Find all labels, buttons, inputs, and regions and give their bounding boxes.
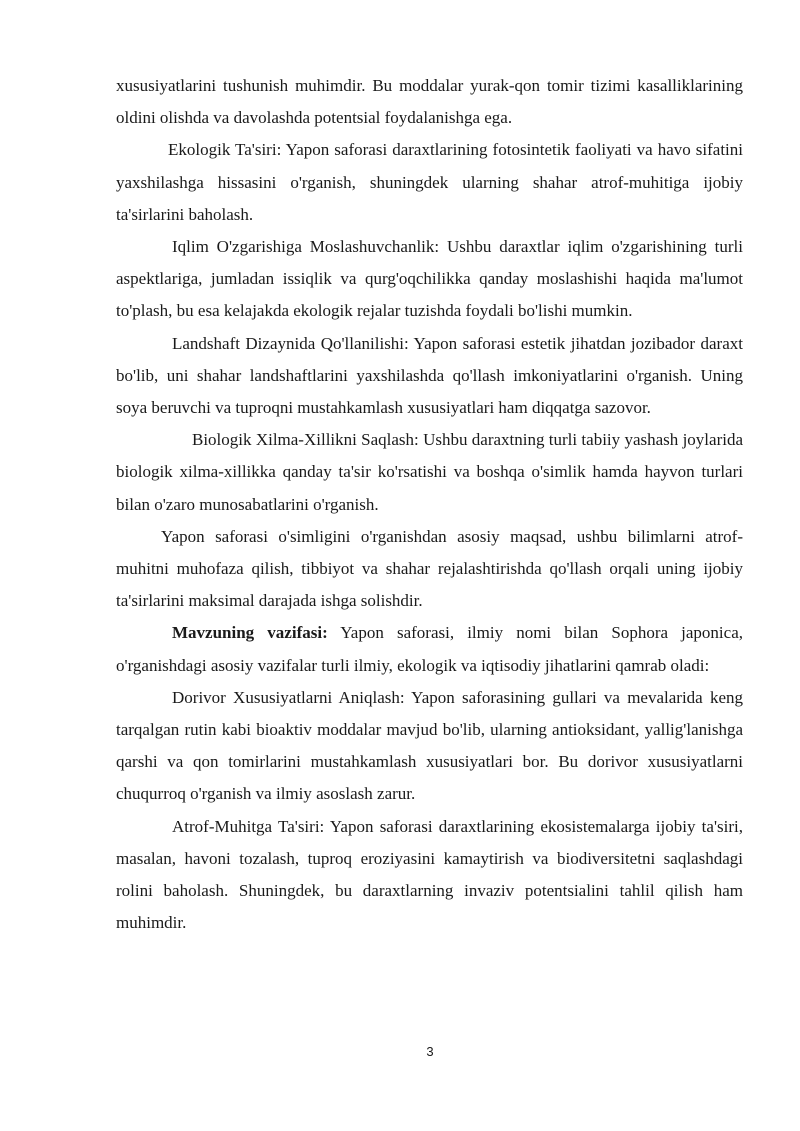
- paragraph-text: Atrof-Muhitga Ta'siri: Yapon saforasi daraxtlarining ekosistemalarga ijobiy ta'siri, masalan, havoni tozalash, tuproq eroziyasini kamaytirish va biodiversitetni saqlashdagi rolini baholash. Shuningdek, bu daraxtlarning invaziv potentsialini tahlil qilish ham muhimdir.: [116, 816, 743, 933]
- paragraph-continuation: [116, 70, 743, 134]
- paragraph-text: Ekologik Ta'siri: Yapon saforasi daraxtlarining fotosintetik faoliyati va havo sifatini yaxshilashga hissasini o'rganish, shuningdek ularning shahar atrof-muhitiga ijobiy ta'sirlarini baholash.: [116, 140, 743, 224]
- paragraph-biodiversity: [116, 424, 743, 521]
- paragraph-text: Landshaft Dizaynida Qo'llanilishi: Yapon saforasi estetik jihatdan jozibador daraxt bo'lib, uni shahar landshaftlarini yaxshilashda qo'llash imkoniyatlarini o'rganish. Uning soya beruvchi va tuproqni mustahkamlash xususiyatlari ham diqqatga sazovor.: [116, 333, 743, 418]
- paragraph-main-goal: [116, 521, 743, 618]
- paragraph-tasks-intro: [116, 617, 743, 681]
- paragraph-text: Yapon saforasi, ilmiy nomi bilan Sophora japonica, o'rganishdagi asosiy vazifalar turli ilmiy, ekologik va iqtisodiy jihatlarini qamrab oladi:: [116, 623, 743, 675]
- paragraph-text: Iqlim O'zgarishiga Moslashuvchanlik: Ushbu daraxtlar iqlim o'zgarishining turli aspektlariga, jumladan issiqlik va qurg'oqchilikka qanday moslashishi haqida ma'lumot to'plash, bu esa kelajakda ekologik rejalar tuzishda foydali bo'lishi mumkin.: [116, 237, 743, 321]
- paragraph-text: Yapon saforasi o'simligini o'rganishdan asosiy maqsad, ushbu bilimlarni atrof-muhitni muhofaza qilish, tibbiyot va shahar rejalashtirishda qo'llash orqali uning ijobiy ta'sirlarini maksimal darajada ishga solishdir.: [116, 526, 743, 611]
- paragraph-text: xususiyatlarini tushunish muhimdir. Bu moddalar yurak-qon tomir tizimi kasalliklarining oldini olishda va davolashda potentsial foydalanishga ega.: [116, 76, 743, 128]
- paragraph-text: Dorivor Xususiyatlarni Aniqlash: Yapon saforasining gullari va mevalarida keng tarqalgan rutin kabi bioaktiv moddalar mavjud bo'lib, ularning antioksidant, yallig'lanishga qarshi va qon tomirlarini mustahkamlash xususiyatlari bor. Bu dorivor xususiyatlarni chuqurroq o'rganish va ilmiy asoslash zarur.: [116, 687, 743, 804]
- paragraph-medicinal-properties: [116, 682, 743, 811]
- paragraph-ecological-impact: [116, 134, 743, 231]
- tasks-heading: Mavzuning vazifasi:: [172, 623, 328, 643]
- paragraph-landscape-design: [116, 328, 743, 425]
- page-number: 3: [426, 1044, 434, 1059]
- paragraph-environmental-impact: [116, 811, 743, 940]
- paragraph-climate-adaptation: [116, 231, 743, 328]
- document-body: [116, 70, 743, 939]
- paragraph-text: Biologik Xilma-Xillikni Saqlash: Ushbu daraxtning turli tabiiy yashash joylarida biologik xilma-xillikka qanday ta'sir ko'rsatishi va boshqa o'simlik hamda hayvon turlari bilan o'zaro munosabatlarini o'rganish.: [116, 430, 743, 514]
